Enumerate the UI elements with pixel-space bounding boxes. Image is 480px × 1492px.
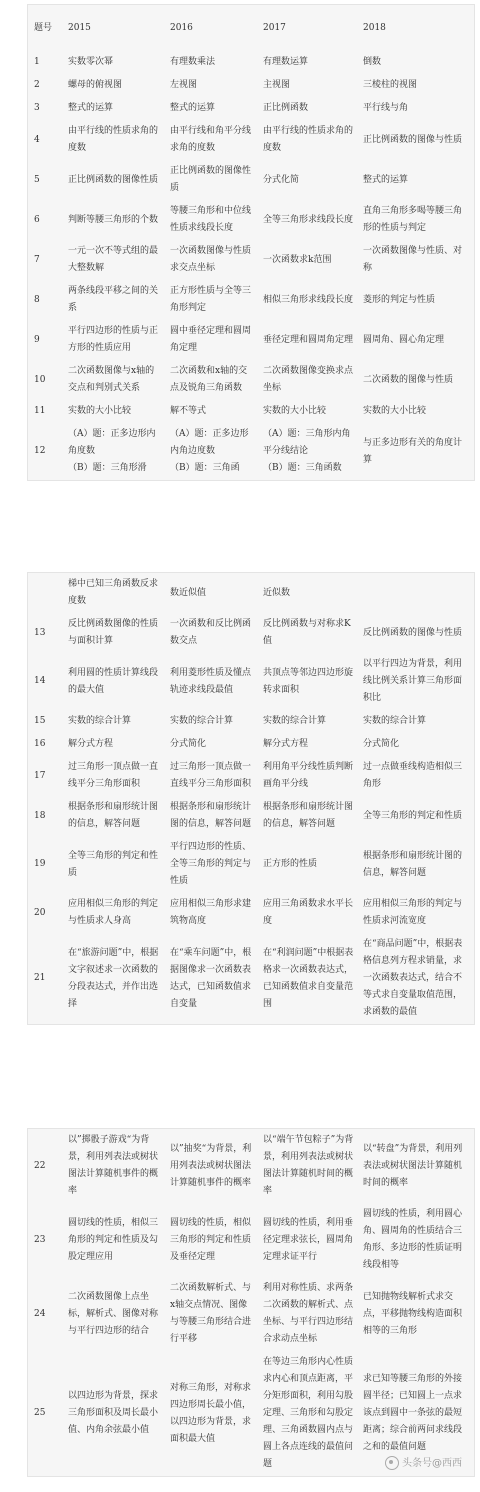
table-row [28,1277,474,1351]
topic-cell-2016: 分式简化 [170,739,207,749]
table-row [28,51,474,74]
table-row [28,796,474,836]
table-row [28,400,474,423]
header-year-2016: 2016 [170,22,193,33]
table-row [28,756,474,796]
topic-cell-2015: 平行四边形的性质与正方形的性质应用 [68,326,159,353]
table-row [28,200,474,240]
topic-cell-2016: 左视图 [170,80,198,90]
question-number: 25 [34,1408,46,1418]
table-row [28,933,474,1024]
topic-cell-2015: 实数的综合计算 [68,716,132,726]
topic-cell-2018: 整式的运算 [363,174,409,185]
topic-cell-2016: 由平行线和角平分线求角的度数 [170,126,252,153]
table-row [28,733,474,756]
topic-cell-2015: 正比例函数的图像性质 [68,174,159,185]
question-number: 23 [34,1234,46,1245]
table-row [28,320,474,360]
topic-cell-2016: 有理数乘法 [170,57,216,67]
topic-cell-2016: 根据条形和扇形统计图的信息，解答问题 [170,802,252,829]
table-block-3 [27,1128,475,1477]
header-year-2017: 2017 [263,22,286,33]
topic-cell-2015: 二次函数图像与x轴的交点和判别式关系 [68,366,155,393]
topic-cell-2015: 过三角形一顶点做一直线平分三角形面积 [68,762,159,789]
topic-cell-2017: 全等三角形求线段长度 [263,214,354,225]
topic-cell-2018: 求已知等腰三角形的外接圆半径；已知圆上一点求该点到圆中一条弦的最短距离；综合前两问求线段之和的最值问题 [363,1374,463,1452]
topic-cell-2015: 根据条形和扇形统计图的信息，解答问题 [68,802,159,829]
topic-cell-2018: 全等三角形的判定和性质 [363,810,463,821]
question-number: 15 [34,716,46,726]
header-year-2018: 2018 [363,22,386,33]
topic-cell-2017: 圆切线的性质，利用垂径定理求弦长，圆周角定理求证平行 [263,1217,354,1262]
question-number: 22 [34,1160,46,1171]
topic-cell-2018: 已知抛物线解析式求交点，平移抛物线构造面积相等的三角形 [363,1291,463,1336]
topic-cell-2017: 在等边三角形内心性质求内心和顶点距离，平分矩形面积，利用勾股定理、三角形和勾股定理、三角函数圆内点与圆上各点连线的最值问题 [263,1357,354,1469]
topic-cell-2018: 平行线与角 [363,103,409,113]
topic-cell-2018: 实数的大小比较 [363,406,427,416]
question-number: 12 [34,446,46,456]
topic-cell-2017: 共顶点等邻边四边形旋转求面积 [263,667,354,695]
topic-cell-2016: 二次函数和x轴的交点及锐角三角函数 [170,366,248,393]
topic-cell-2015: 以四边形为背景，探求三角形面积及周长最小值、内角余弦最小值 [68,1391,159,1435]
question-number: 5 [34,174,40,185]
topic-cell-2015: 反比例函数图像的性质与面积计算 [68,619,159,646]
question-number: 1 [34,57,40,67]
topic-cell-2015: 螺母的俯视图 [68,80,123,90]
topic-cell-2016: 一次函数和反比例函数交点 [170,619,252,646]
topic-cell-2016: 过三角形一顶点做一直线平分三角形面积 [170,762,252,789]
topic-cell-2018: 反比例函数的图像与性质 [363,627,463,638]
topic-cell-2017: 实数的大小比较 [263,406,327,416]
topic-cell-2015: 全等三角形的判定和性质 [68,850,159,878]
topic-cell-2015: 两条线段平移之间的关系 [68,286,159,313]
topic-cell-2016: 实数的综合计算 [170,716,234,726]
question-number: 6 [34,214,40,225]
header-year-2015: 2015 [68,22,91,33]
topic-cell-2015: 实数零次幂 [68,57,114,67]
topic-cell-2018: 在“商品问题”中，根据表格信息列方程求销量，求一次函数表达式，结合不等式求自变量取值范围，求函数的最值 [363,939,463,1017]
topic-cell-2015: 由平行线的性质求角的度数 [68,126,159,153]
topic-cell-2018: 菱形的判定与性质 [363,294,436,305]
topic-cell-2018: 根据条形和扇形统计图的信息，解答问题 [363,850,463,878]
topic-cell-2016: 二次函数解析式、与x轴交点情况、图像与等腰三角形结合进行平移 [170,1283,252,1344]
question-number: 7 [34,254,40,265]
watermark: 头条号@西西 [385,1454,462,1470]
table-row [28,160,474,200]
topic-cell-2017: 应用三角函数求水平长度 [263,899,354,926]
topic-cell-2018: 过一点做垂线构造相似三角形 [363,762,463,789]
question-number: 24 [34,1308,46,1319]
topic-cell-2018: 圆切线的性质，利用圆心角、圆周角的性质结合三角形、多边形的性质证明线段相等 [363,1209,463,1270]
question-number: 16 [34,739,46,749]
table-row [28,423,474,480]
topic-cell-2017: 相似三角形求线段长度 [263,294,354,305]
topic-cell-2017: 实数的综合计算 [263,716,327,726]
header-number-cell: 题号 [34,23,53,33]
topic-cell-2018: 直角三角形多喝等腰三角形的性质与判定 [363,206,463,233]
topic-cell-2015: 以”掷骰子游戏“为背景，利用列表法或树状图法计算随机事件的概率 [68,1135,159,1196]
topic-cell-2018: 实数的综合计算 [363,716,427,726]
topic-cell-2015: 判断等腰三角形的个数 [68,214,159,225]
topic-cell-2017: 以“端午节包粽子”为背景，利用列表法或树状图法计算随机时间的概率 [263,1135,354,1196]
topic-cell-2017: 分式化简 [263,174,300,185]
topic-cell-2016: （A）题：正多边形内角边度数 （B）题：三角函 [170,429,249,473]
topic-cell-2015: 整式的运算 [68,103,114,113]
topic-cell-2018: 二次函数的图像与性质 [363,374,454,385]
schedule-table [28,1129,474,1476]
question-number: 8 [34,294,40,305]
table-row [28,1129,474,1203]
table-row [28,893,474,933]
question-number: 14 [34,676,46,686]
topic-cell-2017: 有理数运算 [263,57,309,67]
question-number: 21 [34,973,46,983]
topic-cell-2015: （A）题：正多边形内角度数 （B）题：三角形滑 [68,429,156,473]
question-number: 11 [34,406,46,416]
question-number: 19 [34,859,46,869]
table-block-2 [27,572,475,1025]
table-row [28,613,474,653]
topic-cell-2017: 利用角平分线性质判断画角平分线 [263,762,354,789]
topic-cell-2016: 应用相似三角形求建筑物高度 [170,899,252,926]
watermark-logo-icon [385,1456,399,1470]
topic-cell-2016: 以”抽奖“为背景，利用列表法或树状图法计算随机事件的概率 [170,1143,252,1188]
table-row [28,74,474,97]
topic-cell-2015: 在“旅游问题”中，根据文字叙述求一次函数的分段表达式，并作出选择 [68,947,159,1009]
topic-cell-2018: 以“转盘”为背景，利用列表法或树状图法计算随机时间的概率 [363,1143,463,1188]
header-row [28,5,474,51]
topic-cell-2016: 数近似值 [170,587,207,598]
topic-cell-2018: 倒数 [363,57,382,67]
topic-cell-2017: 反比例函数与对称求K值 [263,619,351,646]
topic-cell-2017: 在“利润问题”中根据表格求一次函数表达式，已知函数值求自变量范围 [263,947,354,1009]
topic-cell-2016: 整式的运算 [170,103,216,113]
topic-cell-2016: 解不等式 [170,406,207,416]
topic-cell-2018 [359,573,474,613]
topic-cell-2018: 以平行四边为背景，利用线比例关系计算三角形面积比 [363,659,463,703]
question-number: 18 [34,810,46,821]
topic-cell-2018: 正比例函数的图像与性质 [363,134,463,145]
schedule-table [28,573,474,1024]
topic-cell-2015: 一元一次不等式组的最大整数解 [68,246,159,273]
topic-cell-2018: 应用相似三角形的判定与性质求河流宽度 [363,899,463,926]
question-number: 13 [34,627,46,638]
topic-cell-2016: 正方形性质与全等三角形判定 [170,286,252,313]
topic-cell-2018: 分式简化 [363,739,400,749]
topic-cell-2016: 对称三角形，对称求四边形周长最小值，以四边形为背景，求面积最大值 [170,1382,252,1444]
topic-cell-2016: 利用菱形性质及懂点轨迹求线段最值 [170,667,252,695]
topic-cell-2015: 解分式方程 [68,739,114,749]
topic-cell-2015: 圆切线的性质，相似三角形的判定和性质及勾股定理应用 [68,1217,159,1262]
topic-cell-2017: 近似数 [263,587,291,598]
table-row [28,240,474,280]
table-row [28,97,474,120]
topic-cell-2017: 利用对称性质、求两条二次函数的解析式、点坐标、与平行四边形结合求动点坐标 [263,1283,354,1344]
question-number: 10 [34,374,46,385]
topic-cell-2015: 实数的大小比较 [68,406,132,416]
question-number: 2 [34,80,40,90]
table-row [28,710,474,733]
topic-cell-2017: （A）题：三角形内角平分线结论 （B）题：三角函数 [263,429,351,473]
topic-cell-2018: 圆周角、圆心角定理 [363,334,445,345]
question-number: 17 [34,770,46,781]
topic-cell-2017: 正比例函数 [263,103,309,113]
topic-cell-2016: 一次函数图像与性质求交点坐标 [170,246,252,273]
topic-cell-2017: 由平行线的性质求角的度数 [263,126,354,153]
topic-cell-2018: 与正多边形有关的角度计算 [363,437,463,465]
topic-cell-2017: 垂径定理和圆周角定理 [263,334,354,345]
table-row [28,360,474,400]
topic-cell-2017: 二次函数图像变换求点坐标 [263,366,354,393]
table-row [28,573,474,613]
topic-cell-2016: 在“乘车问题”中，根据图像求一次函数表达式，已知函数值求自变量 [170,947,252,1009]
table-row [28,1203,474,1277]
table-row [28,280,474,320]
topic-cell-2018: 三棱柱的视图 [363,80,418,90]
topic-cell-2016: 圆切线的性质，相似三角形的判定和性质及垂径定理 [170,1217,252,1262]
question-number: 3 [34,103,40,113]
topic-cell-2015: 利用圆的性质计算线段的最大值 [68,667,159,695]
topic-cell-2017: 根据条形和扇形统计图的信息，解答问题 [263,802,354,829]
question-number: 20 [34,907,46,918]
table-row [28,653,474,710]
topic-cell-2018: 一次函数图像与性质、对称 [363,246,463,273]
topic-cell-2016: 圆中垂径定理和圆周角定理 [170,326,252,353]
topic-cell-2016: 等腰三角形和中位线性质求线段长度 [170,206,252,233]
table-row [28,836,474,893]
question-number: 4 [34,134,40,145]
topic-cell-2017: 正方形的性质 [263,859,318,869]
topic-cell-2016: 正比例函数的图像性质 [170,166,252,193]
topic-cell-2015: 应用相似三角形的判定与性质求人身高 [68,899,159,926]
topic-cell-2015: 二次函数图像上点坐标，解析式、图像对称与平行四边形的结合 [68,1291,159,1336]
table-row [28,120,474,160]
topic-cell-2016: 平行四边形的性质、全等三角形的判定与性质 [170,842,252,886]
question-number [28,573,64,613]
question-number: 9 [34,334,40,345]
topic-cell-2017: 解分式方程 [263,739,309,749]
topic-cell-2017: 主视图 [263,80,291,90]
topic-cell-2015: 梯中已知三角函数反求度数 [68,579,159,606]
topic-cell-2017: 一次函数求k范围 [263,254,332,265]
table-block-1 [27,4,475,481]
schedule-table [28,5,474,480]
